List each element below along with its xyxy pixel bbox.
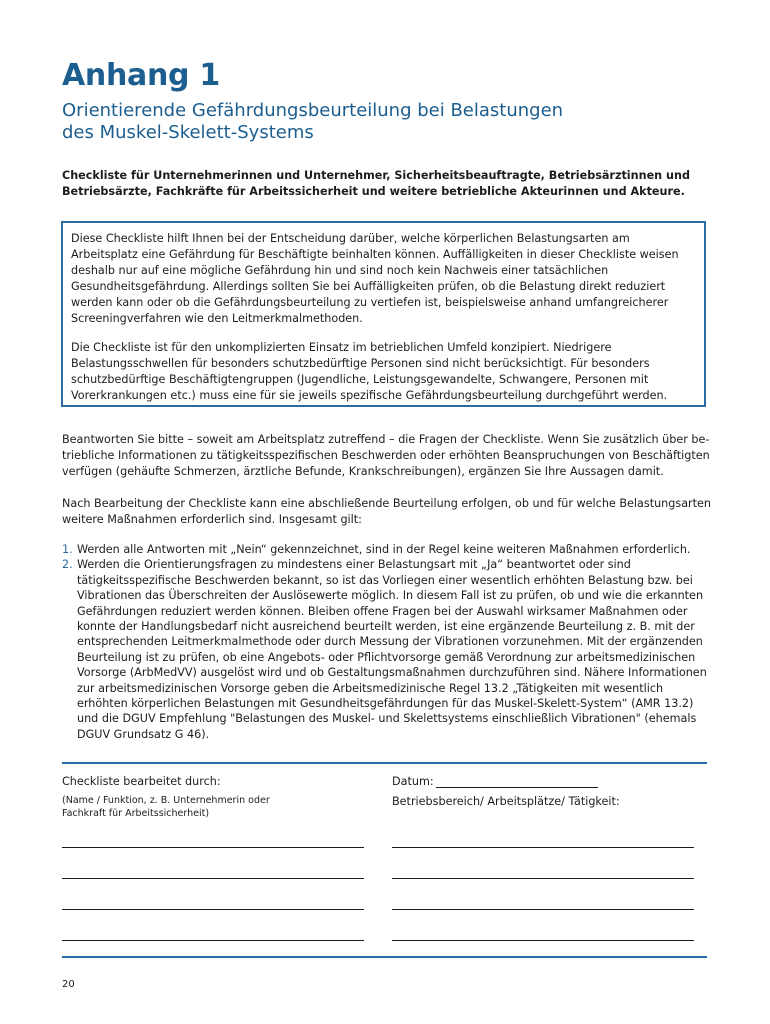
instructions-paragraph: Beantworten Sie bitte – soweit am Arbeitsplatz zutreffend – die Fragen der Checkliste. Wenn Sie zusätzlich über betriebliche Informationen zu tätigkeitsspezifischen Beschwerden oder erhöhten Beanspruchungen von Beschäftigten verfügen (gehäufte Schmerzen, ärztliche Befunde, Krankschreibungen), ergänzen Sie Ihre Aussagen damit. [62,433,710,478]
completed-by-field-2[interactable] [62,878,364,879]
completed-by-field-3[interactable] [62,909,364,910]
divider-bottom [62,956,707,958]
list-number: 2. [62,558,73,572]
info-box [61,221,706,407]
evaluation-paragraph: Nach Bearbeitung der Checkliste kann eine abschließende Beurteilung erfolgen, ob und für welche Belastungsarten weitere Maßnahmen erforderlich sind. Insgesamt gilt: [62,497,712,526]
page-title: Anhang 1 [62,58,220,93]
info-paragraph-1: Diese Checkliste hilft Ihnen bei der Entscheidung darüber, welche körperlichen Belastungsarten am Arbeitsplatz eine Gefährdung für Beschäftigte beinhalten können. Auffälligkeiten in dieser Checkliste weisen deshalb nur auf eine mögliche Gefährdung hin und sind noch kein Nachweis einer tatsächlichen Gesundheitsgefährdung. Allerdings sollten Sie bei Auffälligkeiten prüfen, ob die Belastung direkt reduziert werden kann oder ob die Gefährdungsbeurteilung zu vertiefen ist, beispielsweise anhand umfangreicherer Screeningverfahren wie den Leitmerkmalmethoden. [71,232,679,325]
list-text: Werden die Orientierungsfragen zu mindestens einer Belastungsart mit „Ja“ beantwortet oder sind tätigkeitsspezifische Beschwerden bekannt, so ist das Vorliegen einer wesentlich erhöhten Belastung bzw. bei Vibrationen das Überschreiten der Auslösewerte möglich. In diesem Fall ist zu prüfen, ob und wie die erkannten Gefährdungen reduziert werden können. Bleiben offene Fragen bei der Auswahl wirksamer Maßnahmen oder konnte der Handlungsbedarf nicht ausreichend beurteilt werden, ist eine ergänzende Beurteilung z. B. mit der entsprechenden Leitmerkmalmethode oder durch Messung der Vibrationen vorzunehmen. Mit der ergänzenden Beurteilung ist zu prüfen, ob eine Angebots- oder Pflichtvorsorge gemäß Verordnung zur arbeitsmedizinischen Vorsorge (ArbMedVV) ausgelöst wird und ob Gestaltungsmaßnahmen durchzuführen sind. Nähere Informationen zur arbeitsmedizinischen Vorsorge geben die Arbeitsmedizinische Regel 13.2 „Tätigkeiten mit wesentlich erhöhten körperlichen Belastungen mit Gesundheitsgefährdungen für das Muskel-Skelett-System“ (AMR 13.2) und die DGUV Empfehlung "Belastungen des Muskel- und Skelettsystems einschließlich Vibrationen" (ehemals DGUV Grundsatz G 46). [77,558,707,741]
subtitle-line-1: Orientierende Gefährdungsbeurteilung bei Belastungen [62,100,564,121]
list-text: Werden alle Antworten mit „Nein“ gekennzeichnet, sind in der Regel keine weiteren Maßnahmen erforderlich. [77,543,691,556]
list-item [62,542,712,557]
area-field-4[interactable] [392,940,694,941]
date-label: Datum: [392,775,434,788]
completed-by-note [62,794,322,820]
rules-list [62,542,712,742]
divider-top [62,762,707,764]
page-number: 20 [62,979,75,990]
completed-by-field-1[interactable] [62,847,364,848]
area-label: Betriebsbereich/ Arbeitsplätze/ Tätigkeit: [392,795,620,808]
area-field-2[interactable] [392,878,694,879]
date-field[interactable] [436,787,598,788]
audience-statement: Checkliste für Unternehmerinnen und Unternehmer, Sicherheitsbeauftragte, Betriebsärztinnen und Betriebsärzte, Fachkräfte für Arbeitssicherheit und weitere betriebliche Akteurinnen und Akteure. [62,169,690,198]
page-subtitle [62,100,702,144]
info-paragraph-2: Die Checkliste ist für den unkomplizierten Einsatz im betrieblichen Umfeld konzipiert. Niedrigere Belastungsschwellen für besonders schutzbedürftige Personen sind nicht berücksichtigt. Für besonders schutzbedürftige Beschäftigtengruppen (Jugendliche, Leistungsgewandelte, Schwangere, Personen mit Vorerkrankungen etc.) muss eine für sie jeweils spezifische Gefährdungsbeurteilung durchgeführt werden. [71,341,668,402]
subtitle-line-2: des Muskel-Skelett-Systems [62,122,314,143]
area-field-3[interactable] [392,909,694,910]
completed-by-label: Checkliste bearbeitet durch: [62,775,221,788]
completed-by-field-4[interactable] [62,940,364,941]
area-field-1[interactable] [392,847,694,848]
list-number: 1. [62,543,73,556]
completed-by-note-line-1: (Name / Funktion, z. B. Unternehmerin oder [62,795,270,806]
list-item [62,557,712,742]
completed-by-note-line-2: Fachkraft für Arbeitssicherheit) [62,808,210,819]
